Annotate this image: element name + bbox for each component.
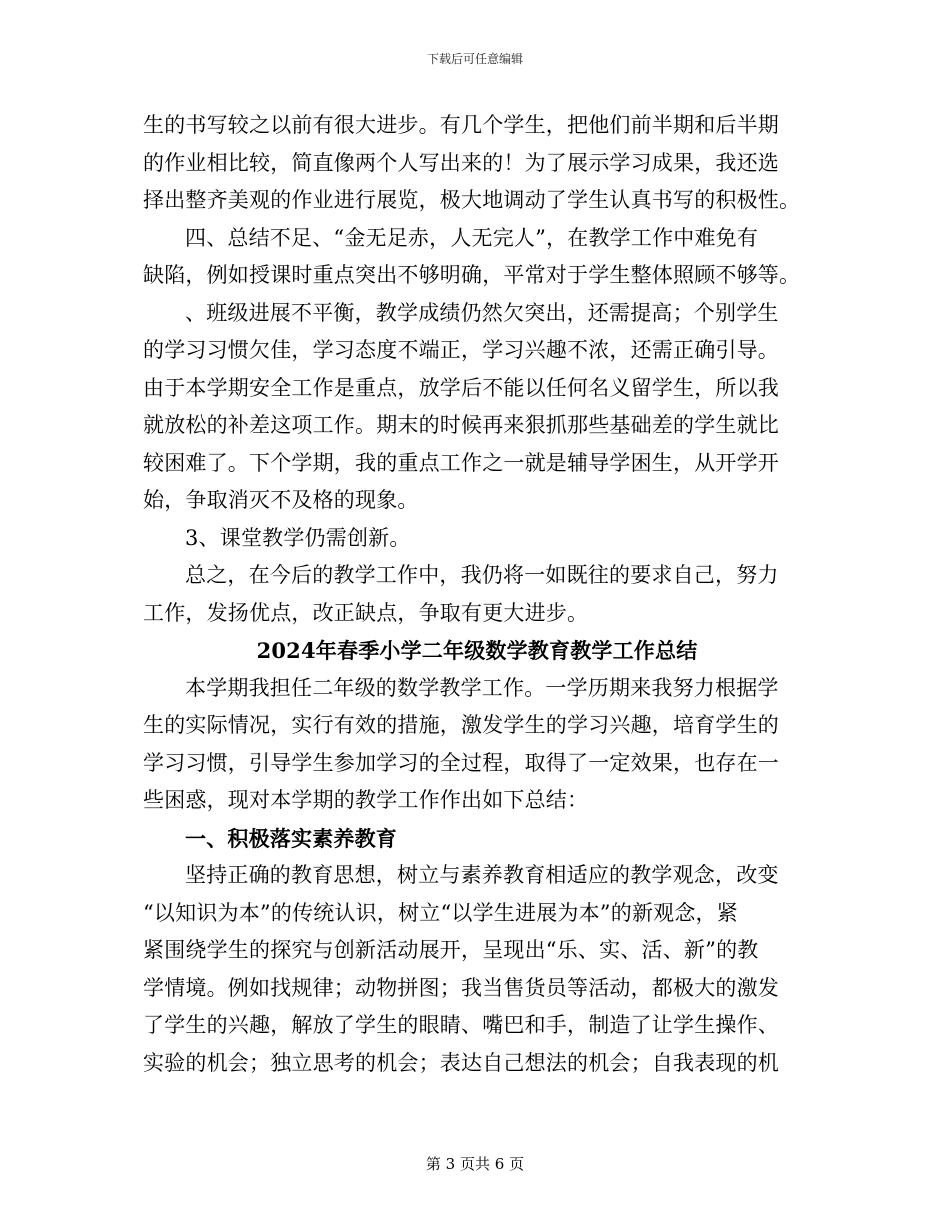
body-line: 总之，在今后的教学工作中，我仍将一如既往的要求自己，努力 bbox=[185, 563, 779, 587]
section-title: 2024年春季小学二年级数学教育教学工作总结 bbox=[256, 638, 698, 663]
body-line: 3、课堂教学仍需创新。 bbox=[185, 525, 411, 550]
body-line: 紧围绕学生的探究与创新活动展开，呈现出“乐、实、活、新”的教 bbox=[143, 938, 759, 962]
body-line: 的学习习惯欠佳，学习态度不端正，学习兴趣不浓，还需正确引导。 bbox=[143, 338, 779, 362]
subsection-heading: 一、积极落实素养教育 bbox=[185, 825, 397, 851]
body-line: 的作业相比较，简直像两个人写出来的！为了展示学习成果，我还选 bbox=[143, 150, 779, 175]
body-line: 学情境。例如找规律；动物拼图；我当售货员等活动，都极大的激发 bbox=[143, 975, 779, 1000]
header-note: 下载后可任意编辑 bbox=[426, 52, 523, 66]
body-line: 始，争取消灭不及格的现象。 bbox=[143, 488, 419, 512]
body-line: 生的书写较之以前有很大进步。有几个学生，把他们前半期和后半期 bbox=[143, 113, 779, 137]
body-line: 生的实际情况，实行有效的措施，激发学生的学习兴趣，培育学生的 bbox=[143, 713, 779, 737]
body-line: 了学生的兴趣，解放了学生的眼睛、嘴巴和手，制造了让学生操作、 bbox=[143, 1013, 779, 1037]
body-line: 实验的机会；独立思考的机会；表达自己想法的机会；自我表现的机 bbox=[143, 1050, 779, 1075]
document-body bbox=[143, 107, 811, 1082]
body-line: 四、总结不足、“金无足赤，人无完人”，在教学工作中难免有 bbox=[185, 225, 759, 250]
body-line: 缺陷，例如授课时重点突出不够明确，平常对于学生整体照顾不够等。 bbox=[143, 263, 801, 287]
body-line: 择出整齐美观的作业进行展览，极大地调动了学生认真书写的积极性。 bbox=[143, 188, 801, 212]
body-line: 本学期我担任二年级的数学教学工作。一学历期来我努力根据学 bbox=[185, 675, 779, 700]
body-line: 由于本学期安全工作是重点，放学后不能以任何名义留学生，所以我 bbox=[143, 375, 779, 400]
body-line: 工作，发扬优点，改正缺点，争取有更大进步。 bbox=[143, 600, 589, 625]
body-line: 些困惑，现对本学期的教学工作作出如下总结： bbox=[143, 788, 589, 812]
body-line: 较困难了。下个学期，我的重点工作之一就是辅导学困生，从开学开 bbox=[143, 450, 779, 475]
page-number: 第 3 页共 6 页 bbox=[425, 1155, 525, 1173]
body-line: 就放松的补差这项工作。期末的时候再来狠抓那些基础差的学生就比 bbox=[143, 413, 779, 437]
body-line: 学习习惯，引导学生参加学习的全过程，取得了一定效果，也存在一 bbox=[143, 750, 779, 775]
body-line: “以知识为本”的传统认识，树立“以学生进展为本”的新观念，紧 bbox=[143, 900, 738, 925]
body-line: 坚持正确的教育思想，树立与素养教育相适应的教学观念，改变 bbox=[185, 863, 779, 887]
body-line: 、班级进展不平衡，教学成绩仍然欠突出，还需提高；个别学生 bbox=[185, 300, 779, 325]
